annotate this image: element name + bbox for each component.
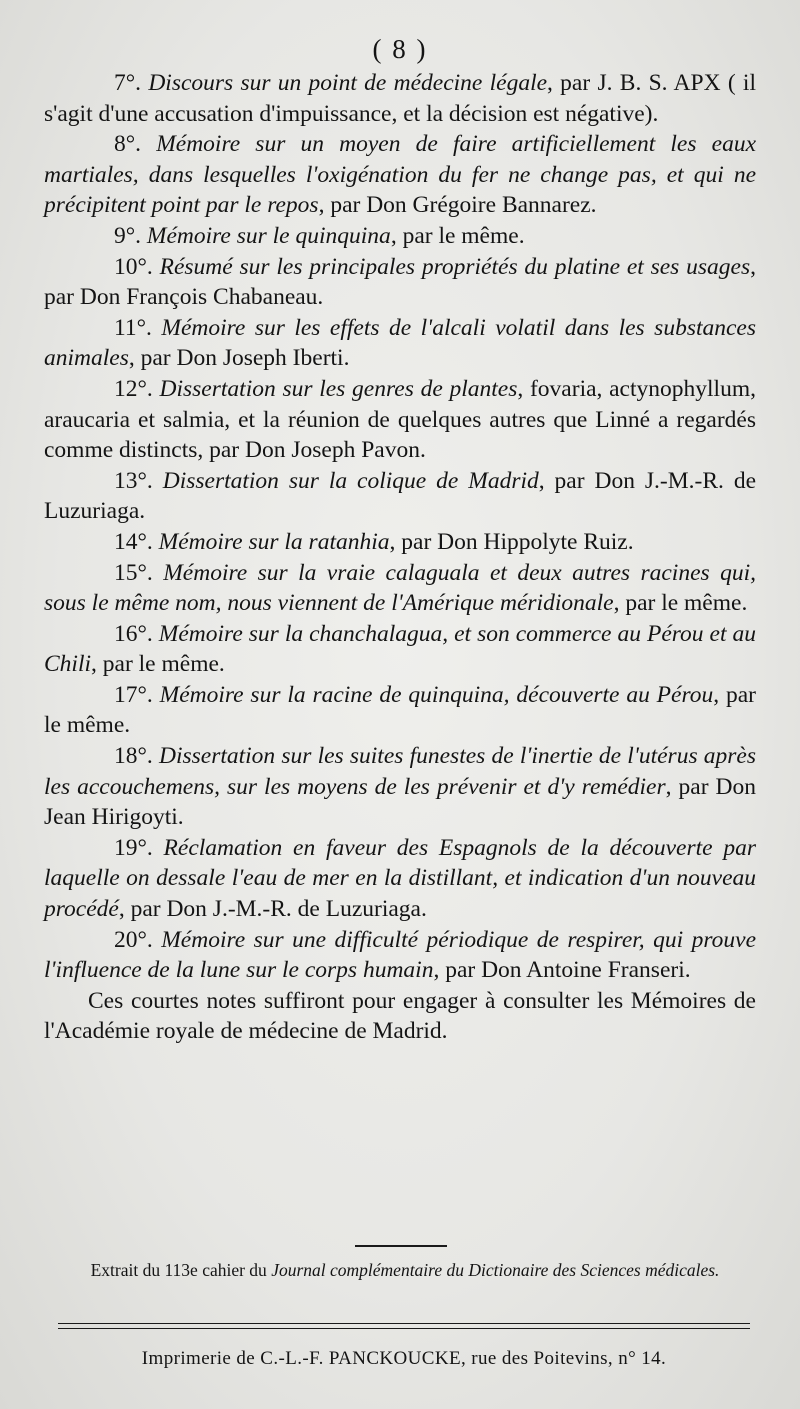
memoir-entry (44, 466, 756, 527)
entry-number: 16°. (114, 620, 159, 647)
entry-number: 19°. (114, 834, 164, 861)
entry-title: Mémoire sur le quinquina (146, 222, 391, 249)
entry-number: 12°. (114, 375, 160, 402)
entry-author: , par Don Jean Hirigoyti. (44, 773, 756, 831)
entry-author: , par Don Joseph Iberti. (128, 345, 350, 372)
memoir-entry (44, 374, 756, 466)
memoir-entry (44, 619, 756, 680)
entry-author: , par J. B. S. APX ( il s'agit d'une accusation d'impuissance, et la décision est négative). (44, 70, 756, 127)
entry-title: Mémoire sur la vraie calaguala et deux autres racines qui, sous le même nom, nous viennent de l'Amérique méridionale (44, 559, 756, 617)
memoir-list (44, 68, 756, 1047)
entry-author: , par Don Grégoire Bannarez. (318, 192, 597, 219)
journal-title: Journal complémentaire du Dictionaire des Sciences médicales. (271, 1260, 720, 1280)
entry-author: , par le même. (390, 222, 525, 249)
entry-title: Mémoire sur un moyen de faire artificiellement les eaux martiales, dans lesquelles l'oxigénation du fer ne change pas, et qui ne précipitent point par le repos (44, 131, 756, 219)
memoir-entry (44, 313, 756, 374)
entry-number: 20°. (114, 926, 162, 953)
entry-author: , par le même. (91, 651, 225, 678)
entry-number: 9°. (114, 222, 147, 249)
memoir-entry (44, 741, 756, 833)
entry-author: , par Don François Chabaneau. (44, 253, 756, 311)
memoir-entry (44, 558, 756, 619)
entry-author: , par Don Hippolyte Ruiz. (389, 528, 634, 555)
entry-author: , par le même. (613, 590, 748, 617)
entry-author: , par Don J.-M.-R. de Luzuriaga. (118, 896, 427, 923)
entry-title: Dissertation sur les genres de plantes (159, 375, 518, 402)
double-rule (58, 1323, 750, 1329)
memoir-entry (44, 221, 756, 252)
memoir-entry (44, 833, 756, 925)
entry-number: 8°. (114, 131, 157, 158)
entry-author: , par Don J.-M.-R. de Luzuriaga. (44, 467, 756, 525)
entry-number: 10°. (114, 253, 160, 280)
entry-title: Dissertation sur la colique de Madrid (162, 467, 539, 494)
entry-title: Dissertation sur les suites funestes de l'inertie de l'utérus après les accouchemens, sur les moyens de les prévenir et d'y remédier (44, 743, 757, 800)
entry-number: 14°. (114, 528, 159, 555)
entry-number: 7°. (114, 70, 149, 96)
extract-note (60, 1260, 750, 1281)
memoir-entry (44, 680, 756, 741)
printer-imprint: Imprimerie de C.-L.-F. PANCKOUCKE, rue des Poitevins, n° 14. (141, 1348, 667, 1369)
entry-title: Mémoire sur une difficulté périodique de respirer, qui prouve l'influence de la lune sur le corps humain (44, 926, 756, 984)
page-number: ( 8 ) (372, 34, 428, 64)
entry-title: Mémoire sur les effets de l'alcali volatil dans les substances animales (44, 314, 757, 372)
entry-title: Réclamation en faveur des Espagnols de la découverte par laquelle on dessale l'eau de mer en la distillant, et indication d'un nouveau procédé (44, 834, 756, 923)
memoir-entry (44, 252, 756, 313)
entry-author: , fovaria, actynophyllum, araucaria et salmia, et la réunion de quelques autres que Linné a regardés comme distincts, par Don Joseph Pavon. (44, 375, 756, 464)
entry-title: Mémoire sur la ratanhia (158, 528, 390, 555)
entry-title: Mémoire sur la racine de quinquina, découverte au Pérou (159, 681, 714, 708)
entry-title: Mémoire sur la chanchalagua, et son commerce au Pérou et au Chili (44, 620, 756, 678)
separator-rule (355, 1245, 447, 1247)
entry-author: , par le même. (44, 681, 756, 739)
entry-title: Discours sur un point de médecine légale (148, 70, 548, 96)
entry-author: , par Don Antoine Franseri. (433, 957, 691, 984)
memoir-entry (44, 68, 756, 129)
closing-paragraph: Ces courtes notes suffiront pour engager à consulter les Mémoires de l'Académie royale de médecine de Madrid. (44, 987, 756, 1045)
memoir-entry (44, 527, 756, 558)
entry-number: 17°. (114, 681, 160, 708)
entry-number: 11°. (114, 314, 162, 341)
entry-number: 13°. (114, 467, 163, 494)
memoir-entry (44, 925, 756, 986)
extract-prefix: Extrait du 113e cahier du (90, 1260, 272, 1280)
entry-number: 15°. (114, 559, 164, 586)
entry-number: 18°. (114, 743, 159, 770)
entry-title: Résumé sur les principales propriétés du platine et ses usages (159, 253, 751, 280)
memoir-entry (44, 129, 756, 221)
